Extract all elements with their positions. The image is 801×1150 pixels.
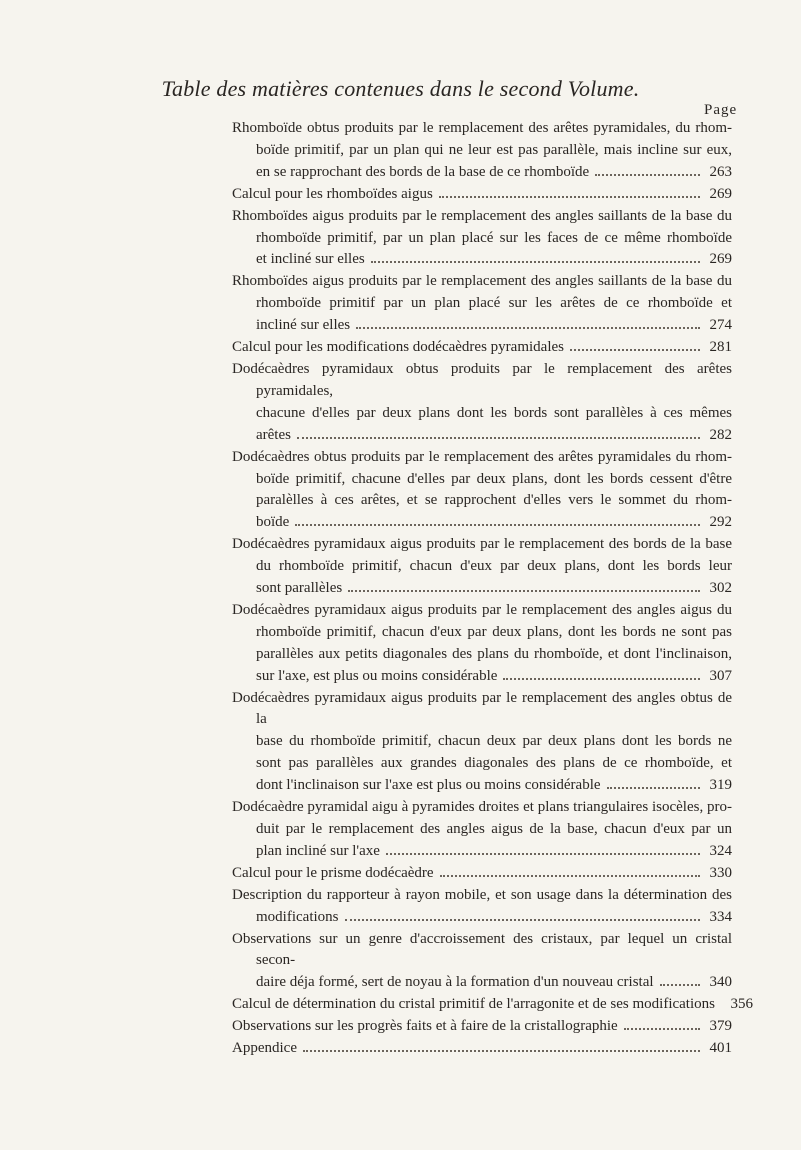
toc-entry-line: Rhomboïde obtus produits par le remplacement des arêtes pyramidales, du rhom- (232, 120, 732, 136)
toc-entry-last-line (256, 841, 732, 863)
toc-entry-line: base du rhomboïde primitif, chacun deux par deux plans dont les bords ne (256, 733, 732, 750)
toc-page-number: 302 (709, 580, 732, 597)
toc-entry (232, 797, 732, 863)
toc-entry-text: et incliné sur elles (256, 251, 365, 268)
toc-entry (232, 885, 732, 929)
toc-entry-text: daire déja formé, sert de noyau à la formation d'un nouveau cristal (256, 974, 654, 991)
toc-page-number: 282 (709, 426, 732, 443)
toc-entry-last-line (256, 972, 732, 994)
toc-entry-text: Calcul pour les modifications dodécaèdres pyramidales (232, 339, 564, 356)
toc-entry-last-line (232, 184, 732, 206)
toc-entry-line: du rhomboïde primitif, chacun d'eux par deux plans, dont les bords leur (256, 558, 732, 575)
toc-entry-line: rhomboïde primitif, par un plan placé sur les faces de ce même rhomboïde (256, 229, 732, 246)
toc-entry-line: parallèles aux petits diagonales des plans du rhomboïde, et dont l'inclinaison, (256, 645, 732, 662)
toc-entry-text: boïde (256, 514, 290, 531)
toc-entry (232, 600, 732, 688)
toc-entry-last-line (256, 315, 732, 337)
toc-page-number: 379 (709, 1018, 732, 1035)
toc-entry-last-line (232, 337, 732, 359)
toc-entry-last-line (232, 1038, 732, 1060)
dot-leader (303, 1050, 700, 1052)
toc-entry-text: Observations sur les progrès faits et à faire de la cristallographie (232, 1018, 618, 1035)
toc-entry-text: arêtes (256, 426, 291, 443)
dot-leader (503, 678, 700, 680)
toc-entry (232, 929, 732, 995)
toc-entry-line: rhomboïde primitif par un plan placé sur les arêtes de ce rhomboïde et (256, 295, 732, 312)
toc-page-number: 269 (709, 185, 732, 202)
page-column-header (704, 102, 737, 119)
toc-entry (232, 534, 732, 600)
toc-page-number: 401 (709, 1040, 732, 1057)
table-of-contents (232, 118, 753, 1060)
toc-entry-text: en se rapprochant des bords de la base de ce rhomboïde (256, 163, 590, 180)
toc-entry (232, 118, 732, 184)
toc-entry-last-line (232, 1016, 732, 1038)
toc-entry (232, 688, 732, 798)
toc-entry-last-line (256, 578, 732, 600)
toc-entry-line: rhomboïde primitif, chacun d'eux par deux plans, dont les bords ne sont pas (256, 623, 732, 640)
toc-page-number: 269 (709, 251, 732, 268)
toc-entry-text: modifications (256, 908, 339, 925)
dot-leader (295, 524, 700, 526)
toc-page-number: 281 (709, 339, 732, 356)
toc-entry-line: Dodécaèdre pyramidal aigu à pyramides droites et plans triangulaires isocèles, pro- (232, 799, 732, 816)
toc-entry-last-line (232, 863, 732, 885)
toc-entry (232, 206, 732, 272)
toc-entry (232, 271, 732, 337)
dot-leader (345, 919, 701, 921)
toc-entry-text: Appendice (232, 1040, 297, 1057)
toc-entry-text: incliné sur elles (256, 317, 351, 334)
toc-entry (232, 863, 732, 885)
toc-page-number: 307 (709, 667, 732, 684)
dot-leader (356, 327, 700, 329)
toc-entry-text: plan incliné sur l'axe (256, 842, 380, 859)
toc-entry-text: Calcul pour le prisme dodécaèdre (232, 864, 434, 881)
toc-entry-line: Dodécaèdres obtus produits par le remplacement des arêtes pyramidales du rhom- (232, 448, 732, 465)
toc-entry-line: Dodécaèdres pyramidaux aigus produits par le remplacement des bords de la base (232, 536, 732, 553)
toc-page-number: 263 (709, 163, 732, 180)
toc-entry-last-line (256, 512, 732, 534)
toc-page-number: 292 (709, 514, 732, 531)
toc-entry-line: Observations sur un genre d'accroissement des cristaux, par lequel un cristal secon- (232, 930, 732, 969)
toc-entry-line: boïde primitif, chacune d'elles par deux plans, dont les bords cessent d'être (256, 470, 732, 487)
toc-entry (232, 994, 753, 1016)
toc-page-number: 340 (709, 974, 732, 991)
page-column-header-text: Page (704, 102, 738, 118)
dot-leader (348, 590, 700, 592)
dot-leader (624, 1028, 700, 1030)
toc-page-number: 274 (709, 317, 732, 334)
toc-page-number: 334 (709, 908, 732, 925)
toc-entry-last-line (256, 249, 732, 271)
toc-entry-line: boïde primitif, par un plan qui ne leur est pas parallèle, mais incline sur eux, (256, 141, 732, 158)
dot-leader (570, 349, 700, 351)
toc-entry-line: sont pas parallèles aux grandes diagonales des plans de ce rhomboïde, et (256, 755, 732, 772)
toc-page-number: 330 (709, 864, 732, 881)
toc-entry-line: Rhomboïdes aigus produits par le remplacement des angles saillants de la base du (232, 273, 732, 290)
toc-entry-text: Calcul pour les rhomboïdes aigus (232, 185, 433, 202)
toc-entry-text: Calcul de détermination du cristal primitif de l'arragonite et de ses modifications (232, 996, 715, 1013)
toc-entry (232, 359, 732, 447)
toc-entry-line: Description du rapporteur à rayon mobile, et son usage dans la détermination des (232, 886, 732, 903)
toc-entry-last-line (232, 994, 753, 1016)
toc-entry-text: sur l'axe, est plus ou moins considérable (256, 667, 498, 684)
toc-entry-last-line (256, 666, 732, 688)
toc-entry-last-line (256, 425, 732, 447)
toc-entry-text: sont parallèles (256, 580, 343, 597)
toc-entry-text: dont l'inclinaison sur l'axe est plus ou moins considérable (256, 777, 601, 794)
dot-leader (386, 853, 700, 855)
toc-entry (232, 1038, 732, 1060)
dot-leader (660, 984, 700, 986)
toc-entry-line: Dodécaèdres pyramidaux aigus produits par le remplacement des angles aigus du (232, 601, 732, 618)
dot-leader (440, 875, 700, 877)
toc-entry-line: chacune d'elles par deux plans dont les bords sont parallèles à ces mêmes (256, 404, 732, 421)
toc-entry (232, 1016, 732, 1038)
toc-entry-last-line (256, 162, 732, 184)
toc-entry-line: duit par le remplacement des angles aigus de la base, chacun d'eux par un (256, 821, 732, 837)
toc-entry-last-line (256, 775, 732, 797)
dot-leader (371, 261, 700, 263)
toc-page-number: 319 (709, 777, 732, 794)
toc-entry-line: Rhomboïdes aigus produits par le remplacement des angles saillants de la base du (232, 207, 732, 224)
toc-page-number: 324 (709, 842, 732, 859)
toc-entry-line: paralèlles à ces arêtes, et se rapprochent d'elles vers le sommet du rhom- (256, 492, 732, 509)
dot-leader (607, 787, 700, 789)
toc-entry (232, 337, 732, 359)
page-title: Table des matières contenues dans le second Volume. (161, 76, 640, 101)
toc-entry (232, 447, 732, 535)
toc-entry-line: Dodécaèdres pyramidaux aigus produits par le remplacement des angles obtus de la (232, 689, 732, 728)
toc-entry (232, 184, 732, 206)
toc-entry-line: Dodécaèdres pyramidaux obtus produits par le remplacement des arêtes pyramidales, (232, 360, 732, 399)
dot-leader (595, 174, 700, 176)
dot-leader (297, 437, 700, 439)
toc-page-number: 356 (730, 996, 753, 1013)
dot-leader (439, 196, 700, 198)
toc-entry-last-line (256, 907, 732, 929)
